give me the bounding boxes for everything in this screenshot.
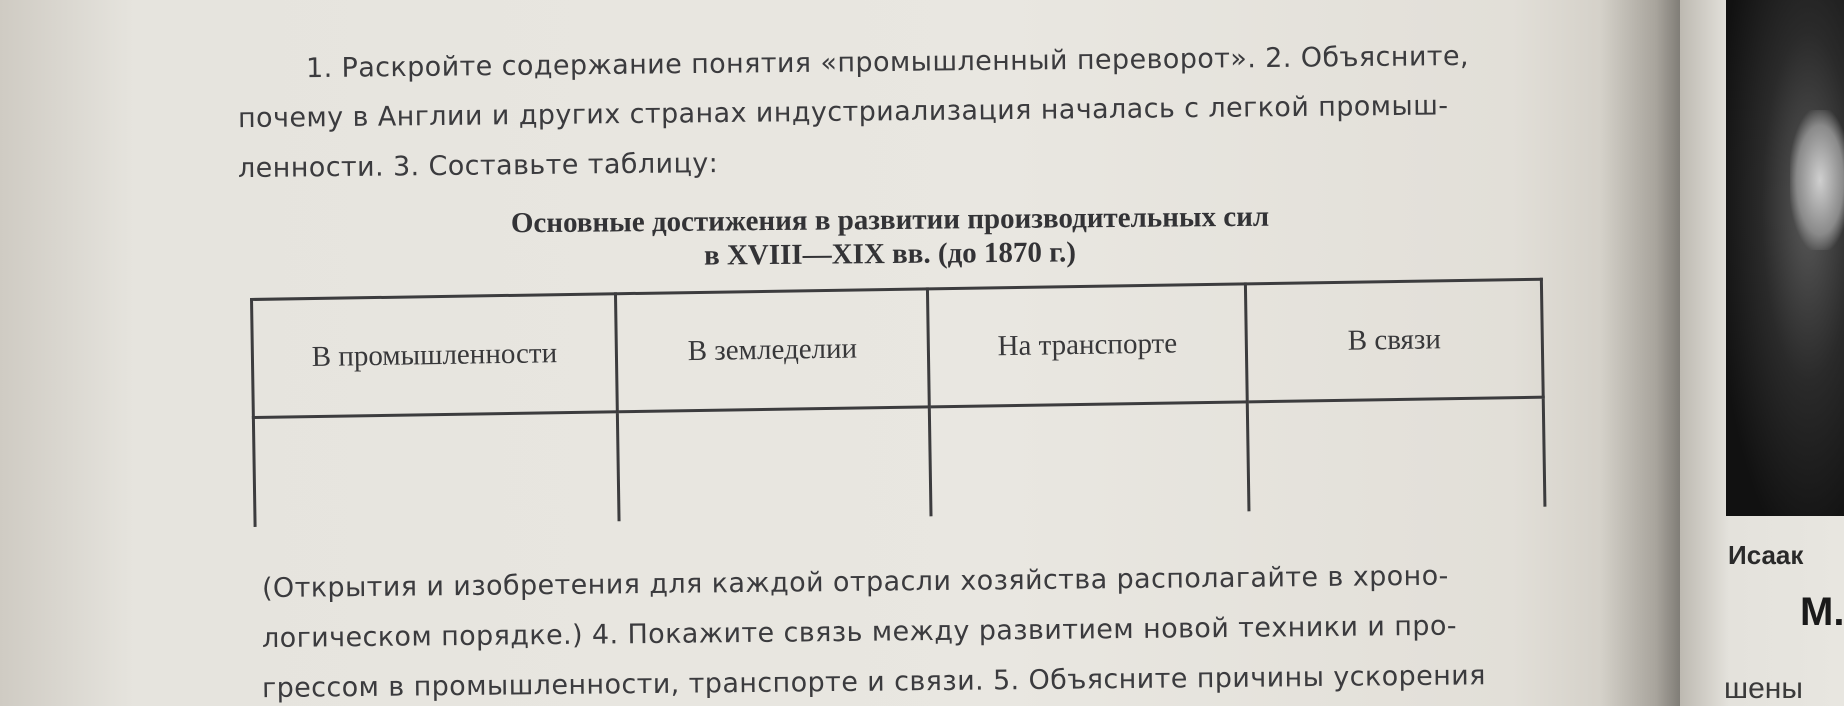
portrait-image [1726,0,1844,516]
table-cell [929,402,1249,516]
header-industry: В промышленности [252,294,618,418]
table-title-line-2: в XVIII—XIX вв. (до 1870 г.) [703,236,1077,272]
side-text-fragment: шены [1724,672,1803,705]
header-transport: На транспорте [927,284,1247,407]
table-row [253,397,1545,527]
portrait-caption: Исаак [1728,540,1804,570]
table-cell [253,412,619,527]
table-title-line-1: Основные достижения в развитии производительных сил [510,200,1270,240]
header-agriculture: В земледелии [615,289,929,412]
footer-line-3: грессом в промышленности, транспорте и связи. 5. Объясните причины ускорения [261,660,1486,705]
footer-line-2: логическом порядке.) 4. Покажите связь между развитием новой техники и про- [261,610,1458,655]
question-line-2: почему в Англии и других странах индустриализация началась с легкой промыш- [237,90,1449,135]
footer-line-1: (Открытия и изобретения для каждой отрасли хозяйства располагайте в хроно- [261,560,1449,605]
table-cell [617,407,931,521]
question-line-1: 1. Раскройте содержание понятия «промышленный переворот». 2. Объясните, [305,40,1470,85]
book-gutter [1600,0,1680,706]
question-line-3: ленности. 3. Составьте таблицу: [237,148,719,185]
header-communication: В связи [1245,279,1543,402]
side-heading-letter: М. [1800,590,1844,634]
table-cell [1247,397,1545,511]
table-header-row [252,279,1544,417]
portrait-face [1790,110,1844,250]
achievements-table [250,278,1546,527]
